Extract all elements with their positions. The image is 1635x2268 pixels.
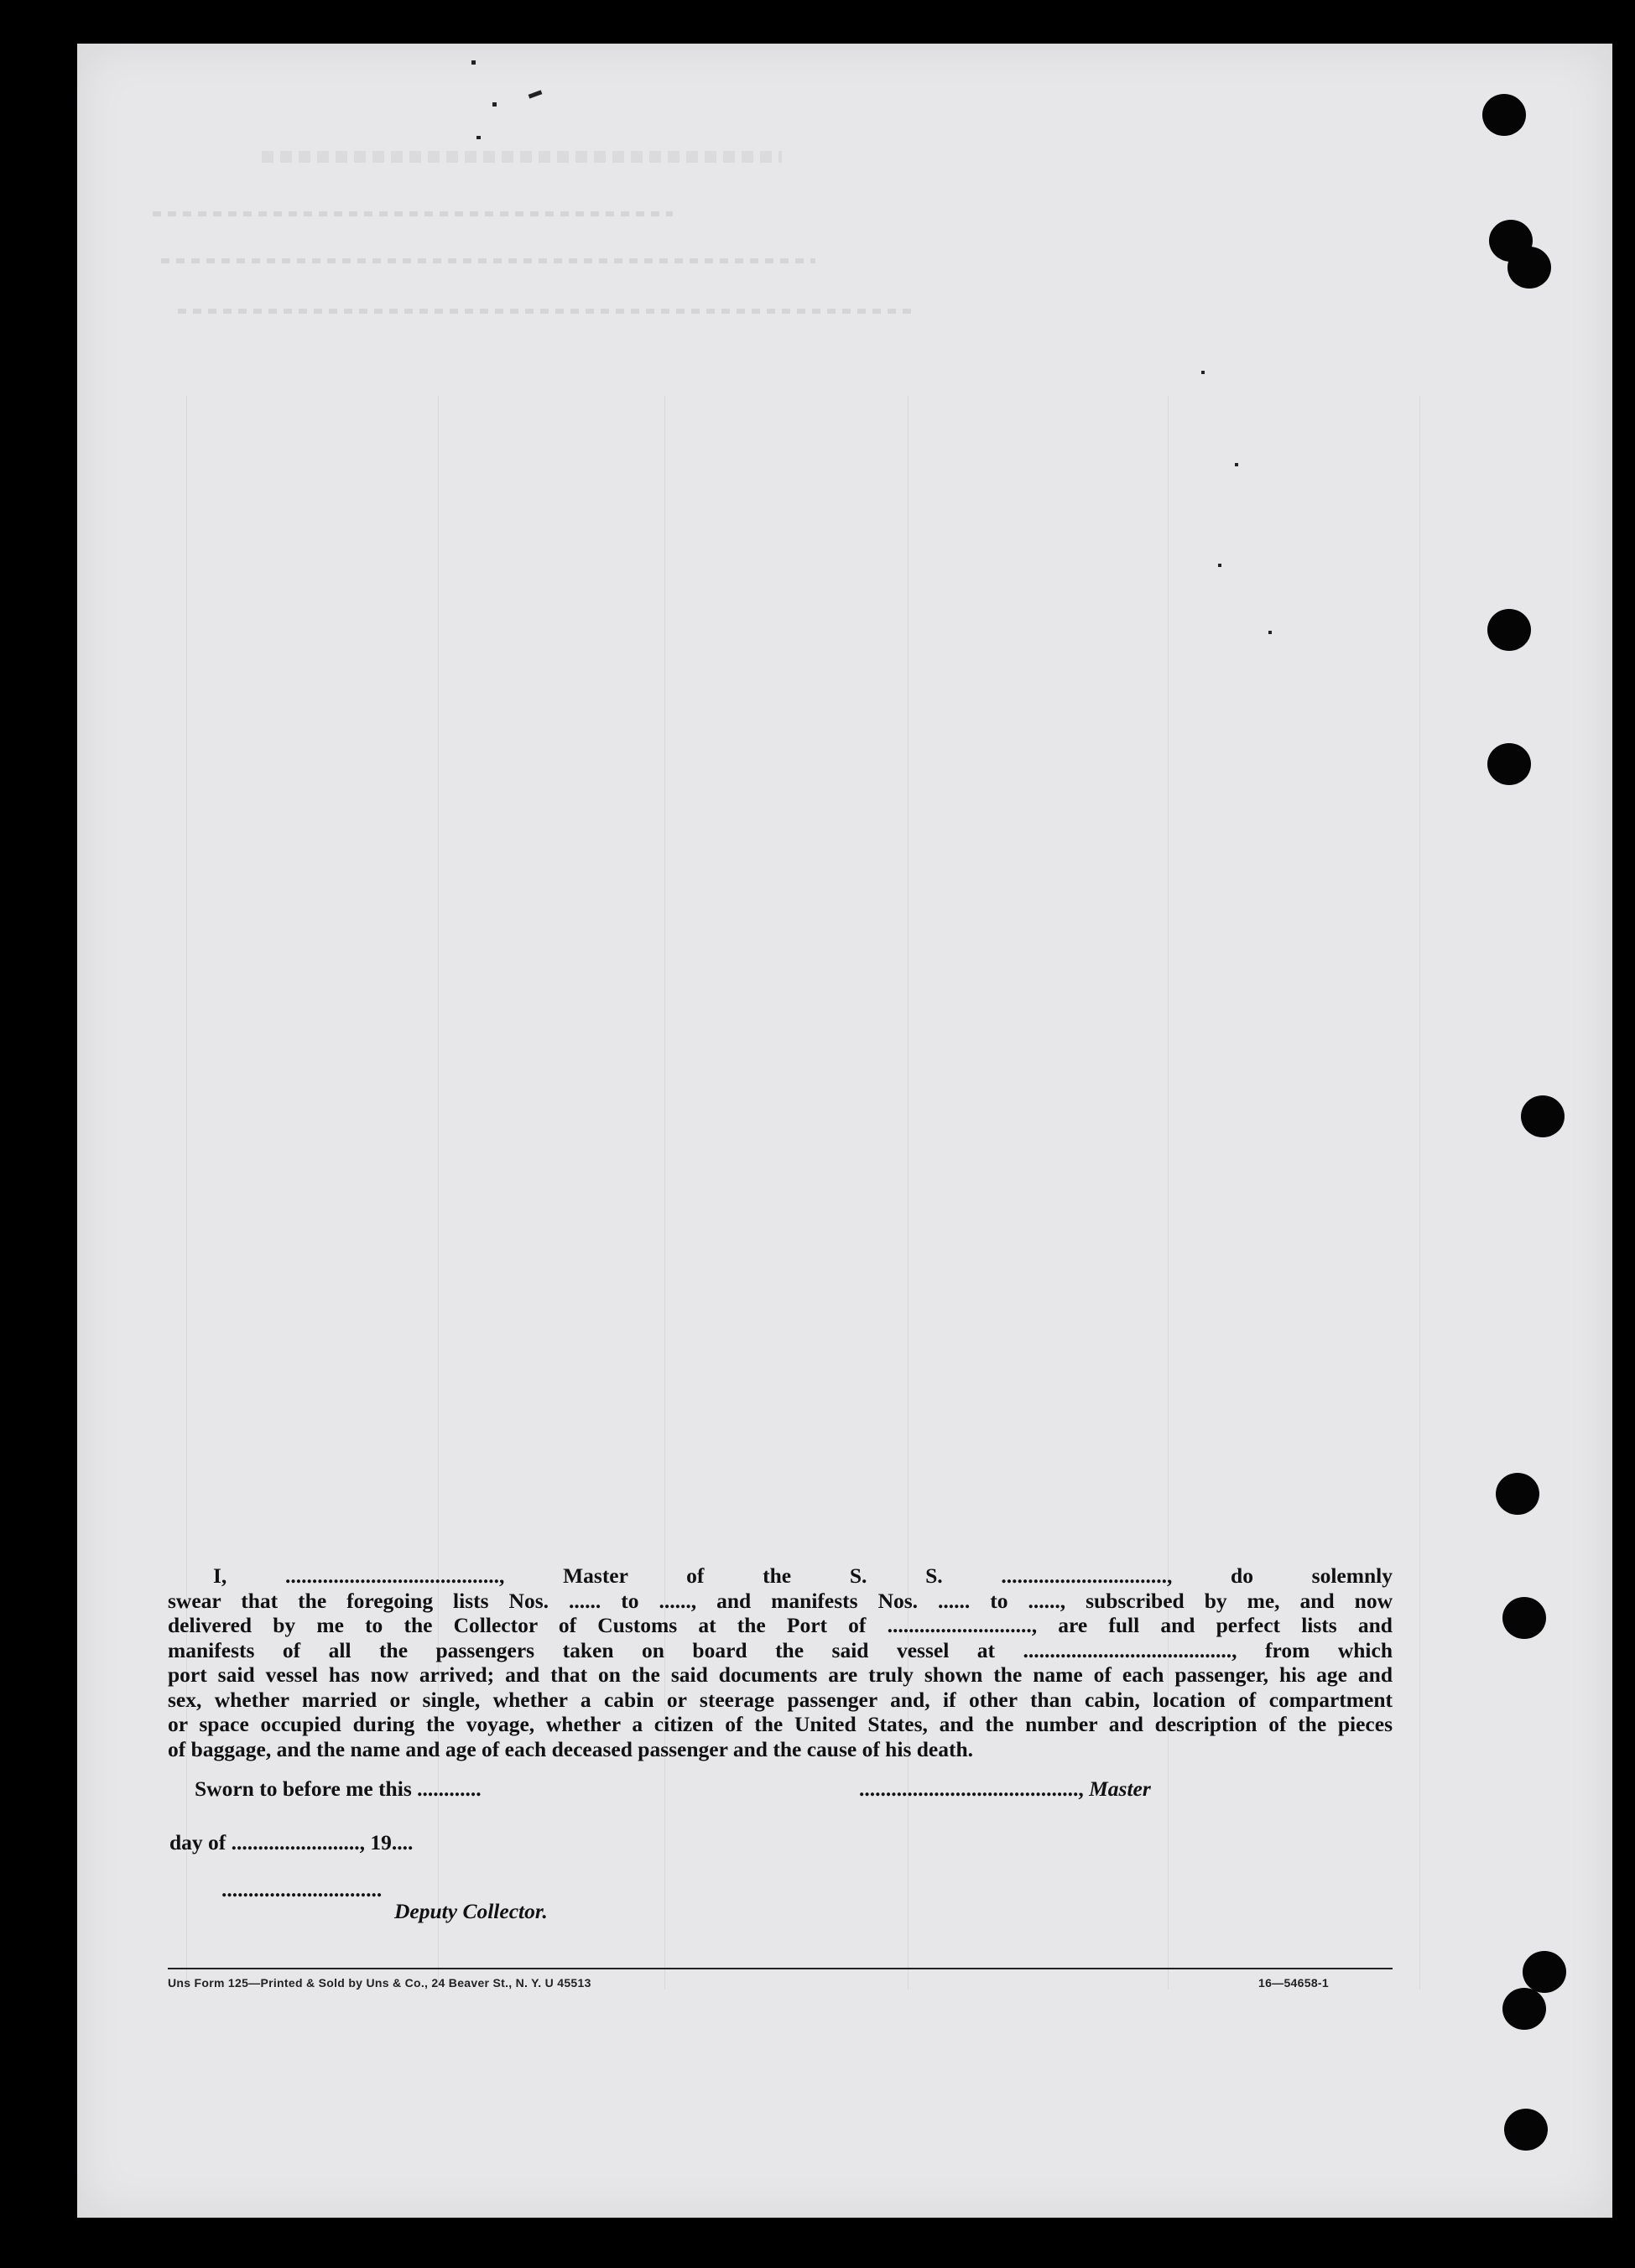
deputy-collector-label: Deputy Collector. <box>394 1899 548 1923</box>
oath-line: or space occupied during the voyage, whether a citizen of the United States, and the number and description of the pieces <box>168 1712 1393 1736</box>
master-signature-dots: ........................................., <box>859 1776 1084 1801</box>
oath-line: manifests of all the passengers taken on board the said vessel at ......................................., from which <box>168 1637 1393 1662</box>
punch-hole <box>1487 743 1531 785</box>
day-of-line: day of ........................, 19.... <box>169 1830 414 1854</box>
master-signature-line <box>859 1776 1151 1802</box>
punch-hole <box>1496 1473 1539 1515</box>
punch-hole <box>1523 1951 1566 1993</box>
oath-line: of baggage, and the name and age of each deceased passenger and the cause of his death. <box>168 1736 974 1761</box>
bleed-through-line <box>153 211 673 216</box>
ink-speck <box>492 102 497 107</box>
punch-hole <box>1502 1597 1546 1639</box>
punch-hole <box>1487 609 1531 651</box>
ink-speck <box>1235 463 1238 466</box>
bleed-through-line <box>178 309 916 314</box>
footer-rule <box>168 1968 1393 1969</box>
sworn-before-line: Sworn to before me this ............ <box>195 1776 482 1801</box>
oath-paragraph <box>168 1563 1393 1761</box>
ink-speck <box>1201 371 1205 374</box>
punch-hole <box>1482 94 1526 136</box>
bleed-through-title <box>262 151 782 163</box>
punch-hole <box>1502 1988 1546 2030</box>
ink-speck <box>476 136 481 139</box>
oath-line: delivered by me to the Collector of Customs at the Port of ..........................., are full and perfect lists and <box>168 1613 1393 1637</box>
ink-speck <box>471 60 476 65</box>
punch-hole <box>1504 2109 1548 2151</box>
ink-speck <box>1268 631 1272 634</box>
footer-printer-imprint: Uns Form 125—Printed & Sold by Uns & Co., 24 Beaver St., N. Y. U 45513 <box>168 1976 591 1990</box>
ink-speck <box>529 90 543 98</box>
punch-hole <box>1507 247 1551 289</box>
bleed-through-line <box>161 258 815 263</box>
punch-hole <box>1521 1095 1565 1137</box>
collector-signature-dots: .............................. <box>221 1877 383 1901</box>
master-label: Master <box>1089 1776 1151 1801</box>
oath-line: I, ........................................, Master of the S. S. ..............................., do solemnly <box>213 1563 1393 1588</box>
ink-speck <box>1218 564 1221 567</box>
oath-line: port said vessel has now arrived; and that on the said documents are truly shown the name of each passenger, his age and <box>168 1662 1393 1687</box>
footer-form-number: 16—54658-1 <box>1258 1976 1329 1990</box>
bleed-through-rule <box>1419 396 1420 1990</box>
oath-line: sex, whether married or single, whether a cabin or steerage passenger and, if other than cabin, location of compartment <box>168 1687 1393 1712</box>
oath-line: swear that the foregoing lists Nos. ...... to ......, and manifests Nos. ...... to ......, subscribed by me, and now <box>168 1588 1393 1613</box>
